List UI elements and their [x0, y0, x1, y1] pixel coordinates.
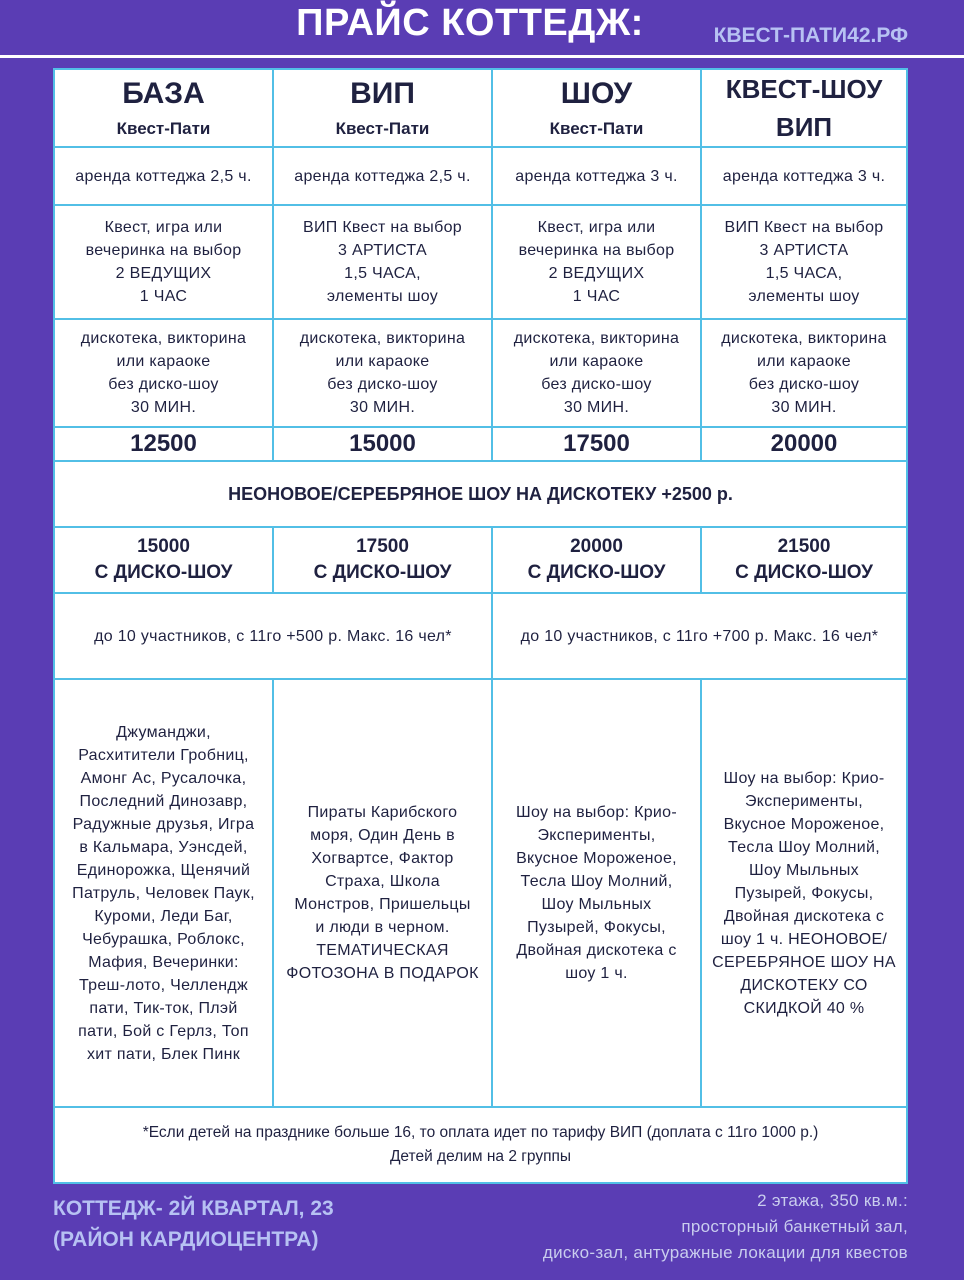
venue-info-line: просторный банкетный зал,	[681, 1217, 908, 1236]
plan-name: ВИП	[775, 112, 833, 142]
promo-row	[55, 462, 906, 526]
price-table	[53, 68, 908, 1184]
themes-cell: Джуманджи, Расхитители Гробниц, Амонг Ас, Русалочка, Последний Динозавр, Радужные друзья, Игра в Кальмара, Уэнсдей, Единорожка, Щенячий Патруль, Человек Паук, Куроми, Леди Баг, Чебурашка, Роблокс, Мафия, Вечеринки: Треш-лото, Челлендж пати, Тик-ток, Плэй пати, Бой с Герлз, Топ хит пати, Блек Пинк	[55, 680, 274, 1106]
promo-text: НЕОНОВОЕ/СЕРЕБРЯНОЕ ШОУ НА ДИСКОТЕКУ +2500 р.	[228, 483, 733, 504]
participants-text: до 10 участников, с 11го +500 р. Макс. 16 чел*	[94, 627, 452, 645]
participants-text: до 10 участников, с 11го +700 р. Макс. 16 чел*	[520, 627, 879, 645]
rent-text: аренда коттеджа 2,5 ч.	[75, 167, 252, 185]
participants-row	[55, 594, 906, 678]
venue-info	[543, 1188, 908, 1266]
themes-cell: Шоу на выбор: Крио- Эксперименты, Вкусное Мороженое, Тесла Шоу Молний, Шоу Мыльных Пузырей, Фокусы, Двойная дискотека с шоу 1 ч. НЕОНОВОЕ/ СЕРЕБРЯНОЕ ШОУ НА ДИСКОТЕКУ СО СКИДКОЙ 40 %	[712, 769, 896, 1017]
plan-subtitle: Квест-Пати	[116, 119, 211, 138]
plan-names-row	[55, 70, 906, 146]
themes-cell: Шоу на выбор: Крио- Эксперименты, Вкусное Мороженое, Тесла Шоу Молний, Шоу Мыльных Пузырей, Фокусы, Двойная дискотека с шоу 1 ч.	[493, 680, 702, 1106]
program-cell: Квест, игра или вечеринка на выбор 2 ВЕДУЩИХ 1 ЧАС	[55, 206, 274, 318]
plan-quest-show-vip	[702, 70, 906, 146]
plan-base	[55, 70, 274, 146]
program-row	[55, 206, 906, 318]
disco-cell: дискотека, викторина или караоке без диско-шоу 30 МИН.	[721, 330, 887, 416]
note-row	[55, 1108, 906, 1182]
rent-text: аренда коттеджа 2,5 ч.	[294, 167, 471, 185]
plan-name: КВЕСТ-ШОУ	[725, 74, 883, 104]
rent-row	[55, 148, 906, 204]
address-line: КОТТЕДЖ- 2Й КВАРТАЛ, 23	[53, 1197, 334, 1220]
address	[53, 1193, 334, 1255]
header-divider	[0, 55, 964, 58]
price-row	[55, 428, 906, 460]
rent-text: аренда коттеджа 3 ч.	[722, 167, 886, 185]
plan-subtitle: Квест-Пати	[549, 119, 644, 138]
disco-price-cell: 15000 С ДИСКО-ШОУ	[55, 528, 274, 592]
price-value: 12500	[130, 430, 197, 457]
program-cell: ВИП Квест на выбор 3 АРТИСТА 1,5 ЧАСА, элементы шоу	[274, 206, 493, 318]
address-line: (РАЙОН КАРДИОЦЕНТРА)	[53, 1228, 319, 1251]
disco-price-cell: 20000 С ДИСКО-ШОУ	[493, 528, 702, 592]
program-cell: Квест, игра или вечеринка на выбор 2 ВЕДУЩИХ 1 ЧАС	[493, 206, 702, 318]
page-title: ПРАЙС КОТТЕДЖ:	[296, 2, 644, 44]
plan-name: БАЗА	[122, 77, 205, 110]
plan-show	[493, 70, 702, 146]
disco-price-cell: 17500 С ДИСКО-ШОУ	[274, 528, 493, 592]
venue-info-line: диско-зал, антуражные локации для квестов	[542, 1243, 908, 1262]
themes-cell: Пираты Карибского моря, Один День в Хогвартсе, Фактор Страха, Школа Монстров, Пришельцы и люди в черном. ТЕМАТИЧЕСКАЯ ФОТОЗОНА В ПОДАРОК	[274, 680, 493, 1106]
disco-cell: дискотека, викторина или караоке без диско-шоу 30 МИН.	[493, 320, 702, 426]
footnote: *Если детей на празднике больше 16, то оплата идет по тарифу ВИП (доплата с 11го 1000 р.) Детей делим на 2 группы	[142, 1124, 819, 1165]
site-url: КВЕСТ-ПАТИ42.РФ	[713, 24, 908, 47]
plan-name: ВИП	[350, 77, 415, 110]
plan-vip	[274, 70, 493, 146]
disco-price-row	[55, 528, 906, 592]
price-value: 15000	[349, 430, 416, 457]
plan-name: ШОУ	[560, 77, 633, 110]
rent-text: аренда коттеджа 3 ч.	[515, 167, 678, 185]
disco-price-cell: 21500 С ДИСКО-ШОУ	[735, 536, 873, 583]
plan-subtitle: Квест-Пати	[335, 119, 430, 138]
program-cell: ВИП Квест на выбор 3 АРТИСТА 1,5 ЧАСА, элементы шоу	[724, 219, 884, 305]
disco-cell: дискотека, викторина или караоке без диско-шоу 30 МИН.	[274, 320, 493, 426]
disco-cell: дискотека, викторина или караоке без диско-шоу 30 МИН.	[55, 320, 274, 426]
themes-row	[55, 680, 906, 1106]
price-value: 20000	[770, 430, 838, 457]
disco-row	[55, 320, 906, 426]
price-value: 17500	[563, 430, 630, 457]
venue-info-line: 2 этажа, 350 кв.м.:	[757, 1191, 908, 1210]
